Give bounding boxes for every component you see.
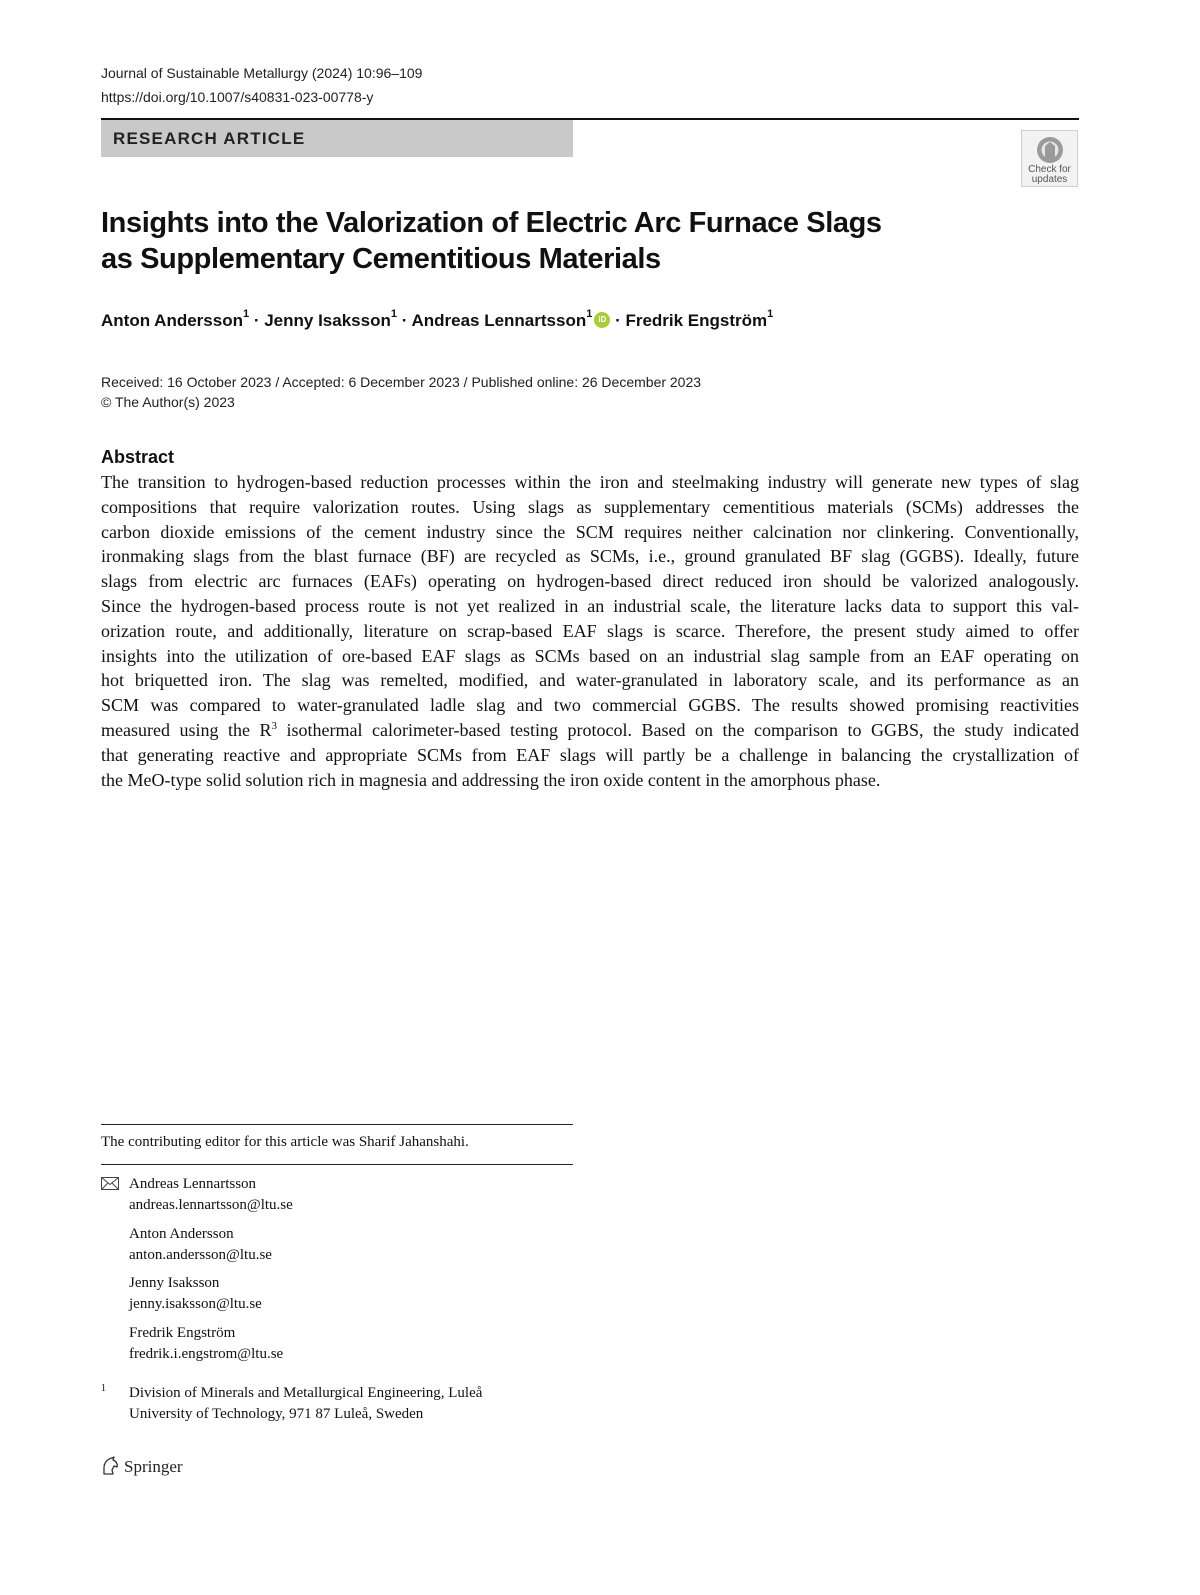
superscript-3: 3 [271, 719, 277, 732]
abstract-line: compositions that require valorization routes. Using slags as supplementary cementitious materials (SCMs) addresses the [101, 496, 1079, 517]
abstract-text: isothermal calorimeter-based testing protocol. Based on the comparison to GGBS, the study indicated [276, 719, 1079, 740]
title-line: as Supplementary Cementitious Materials [101, 243, 661, 275]
abstract-line: orization route, and additionally, literature on scrap-based EAF slags is scarce. Therefore, the present study aimed to offer [101, 620, 1079, 641]
article-type-banner [101, 120, 573, 157]
author-contact [129, 1323, 283, 1364]
envelope-icon [101, 1177, 119, 1190]
author-affiliation-mark: 1 [767, 308, 774, 321]
affiliation-line: Division of Minerals and Metallurgical Engineering, Luleå [129, 1385, 483, 1401]
author-affiliation-mark: 1 [242, 308, 250, 321]
footnote-rule-bottom [101, 1164, 573, 1165]
title-line: Insights into the Valorization of Electric Arc Furnace Slags [101, 207, 882, 239]
springer-horse-icon [101, 1456, 121, 1476]
abstract-line: SCM was compared to water-granulated ladle slag and two commercial GGBS. The results showed promising reactivities [101, 695, 1079, 716]
abstract-line: the MeO-type solid solution rich in magnesia and addressing the iron oxide content in the amorphous phase. [101, 769, 881, 790]
dates-line: Received: 16 October 2023 / Accepted: 6 December 2023 / Published online: 26 December 2023 [101, 374, 702, 390]
abstract-line: that generating reactive and appropriate SCMs from EAF slags will partly be a challenge in balancing the crystallization of [101, 744, 1079, 765]
badge-text-line2: updates [1031, 174, 1068, 185]
author-contact [129, 1224, 272, 1265]
corresponding-author-contact [129, 1174, 293, 1215]
author-name[interactable]: Andreas Lennartsson [411, 311, 587, 330]
author-affiliation-mark: 1 [390, 308, 397, 321]
contact-name: Andreas Lennartsson [129, 1176, 257, 1192]
editor-note: The contributing editor for this article was Sharif Jahanshahi. [101, 1134, 469, 1150]
publisher-logo [101, 1456, 183, 1477]
check-for-updates-icon [1035, 135, 1065, 165]
article-type-label: RESEARCH ARTICLE [113, 129, 306, 148]
abstract-heading: Abstract [101, 447, 175, 467]
abstract-body [101, 470, 1079, 792]
affiliation [129, 1383, 482, 1424]
journal-citation: Journal of Sustainable Metallurgy (2024) 10:96–109 [101, 65, 423, 81]
contact-name: Fredrik Engström [129, 1325, 236, 1341]
publisher-name: Springer [124, 1457, 183, 1476]
abstract-line: slags from electric arc furnaces (EAFs) operating on hydrogen-based direct reduced iron should be valorized analogously. [101, 571, 1079, 592]
contact-email[interactable]: andreas.lennartsson@ltu.se [129, 1196, 293, 1213]
author-name[interactable]: Fredrik Engström [625, 311, 768, 330]
article-title [101, 205, 1001, 277]
author-name[interactable]: Jenny Isaksson [264, 311, 391, 330]
abstract-line: hot briquetted iron. The slag was remelted, modified, and water-granulated in laboratory scale, and its performance as an [101, 670, 1079, 691]
abstract-line-r3 [101, 718, 1079, 743]
author-contact [129, 1273, 262, 1314]
contact-name: Jenny Isaksson [129, 1275, 220, 1291]
abstract-text: measured using the R [101, 719, 272, 740]
contact-name: Anton Andersson [129, 1226, 234, 1242]
contact-email[interactable]: jenny.isaksson@ltu.se [129, 1295, 262, 1312]
abstract-line: The transition to hydrogen-based reduction processes within the iron and steelmaking industry will generate new types of slag [101, 472, 1079, 492]
author-list: Anton Andersson$^1$ · Jenny Isaksson$^1$ · Andreas Lennartsson$^1$iD · Fredrik Engström$^1$ [101, 311, 773, 331]
contact-email[interactable]: anton.andersson@ltu.se [129, 1246, 272, 1263]
orcid-icon[interactable] [594, 312, 610, 328]
abstract-line: ironmaking slags from the blast furnace (BF) are recycled as SCMs, i.e., ground granulated BF slag (GGBS). Ideally, future [101, 546, 1079, 567]
copyright-line: © The Author(s) 2023 [101, 394, 235, 410]
badge-text-line1: Check for [1028, 164, 1071, 175]
journal-doi-link[interactable]: https://doi.org/10.1007/s40831-023-00778-y [101, 89, 374, 105]
footnote-rule-top [101, 1124, 573, 1125]
check-for-updates-badge[interactable] [1021, 130, 1078, 187]
abstract-line: insights into the utilization of ore-based EAF slags as SCMs based on an industrial slag sample from an EAF operating on [101, 645, 1079, 666]
contact-email[interactable]: fredrik.i.engstrom@ltu.se [129, 1345, 284, 1362]
affiliation-line: University of Technology, 971 87 Luleå, Sweden [129, 1405, 424, 1422]
affiliation-number: 1 [101, 1383, 106, 1394]
abstract-line: Since the hydrogen-based process route is not yet realized in an industrial scale, the literature lacks data to support this val- [101, 595, 1079, 616]
author-affiliation-mark: 1 [586, 308, 593, 321]
abstract-line: carbon dioxide emissions of the cement industry since the SCM requires neither calcination nor clinkering. Conventionally, [101, 521, 1079, 542]
author-name[interactable]: Anton Andersson [101, 311, 243, 330]
publication-dates [101, 372, 701, 412]
